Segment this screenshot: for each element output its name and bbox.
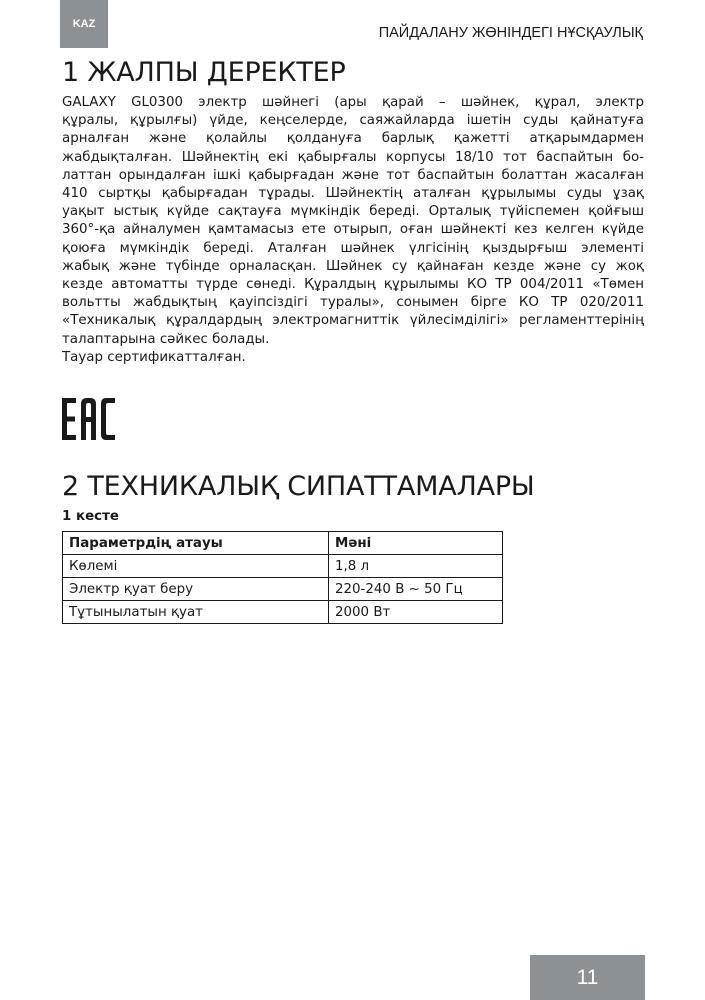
table-header-row: [63, 532, 503, 555]
page-number: 11: [576, 965, 599, 989]
table-row: [63, 601, 503, 624]
body-line: арналған және қолайлы қолдануға барлық қажетті атқарымдармен: [62, 131, 644, 147]
value-cell: 220-240 В ~ 50 Гц: [329, 578, 503, 601]
section-2-title: 2 ТЕХНИКАЛЫҚ СИПАТТАМАЛАРЫ: [62, 471, 535, 502]
body-line: вольтты жабдықтың қауіпсіздігі туралы», сонымен бірге КО ТР 020/2011: [62, 295, 644, 311]
language-tab: [60, 0, 108, 48]
body-line: латтан орындалған ішкі қабырғадан және тот баспайтын болаттан жасалған: [62, 167, 644, 183]
body-line: жабдықталған. Шәйнектің екі қабырғалы корпусы 18/10 тот баспайтын бо-: [62, 149, 644, 165]
body-line: GALAXY GL0300 электр шәйнегі (ары қарай – шәйнек, құрал, электр: [62, 95, 644, 110]
param-cell: Көлемі: [63, 555, 329, 578]
body-line: 360°-қа айналумен қамтамасыз ете отырып, оған шәйнекті кез келген күйде: [62, 222, 644, 238]
body-line: 410 сыртқы қабырғадан тұрады. Шәйнектің аталған құрылымы суды ұзақ: [62, 186, 644, 202]
specs-table: [62, 531, 503, 624]
body-line: уақыт ыстық күйде сақтауға мүмкіндік береді. Орталық түйіспемен қойғыш: [62, 204, 644, 220]
running-header-title: ПАЙДАЛАНУ ЖӨНІНДЕГІ НҰСҚАУЛЫҚ: [378, 25, 643, 41]
header-cell: Параметрдің атауы: [63, 532, 329, 555]
section-1-body: [62, 94, 644, 367]
value-cell: 1,8 л: [329, 555, 503, 578]
page-number-box: [530, 955, 645, 1000]
body-line: кезде автоматты түрде сөнеді. Құралдың құрылымы КО ТР 004/2011 «Төмен: [62, 277, 644, 293]
table-caption: 1 кесте: [62, 509, 119, 524]
eac-mark-logo: [62, 398, 116, 440]
section-1-title: 1 ЖАЛПЫ ДЕРЕКТЕР: [62, 57, 346, 88]
table-row: [63, 555, 503, 578]
body-line: жабық және түбінде орналасқан. Шәйнек су қайнаған кезде және су жоқ: [62, 258, 644, 274]
body-line: Тауар сертификатталған.: [62, 349, 246, 365]
value-cell: 2000 Вт: [329, 601, 503, 624]
param-cell: Тұтынылатын қуат: [63, 601, 329, 624]
body-line: құралы, құрылғы) үйде, кеңселерде, саяжайларда ішетін суды қайнатуға: [62, 113, 644, 129]
body-line: «Техникалық құралдардың электромагниттік үйлесімділігі» регламенттерінің: [62, 313, 644, 329]
body-line: талаптарына сәйкес болады.: [62, 331, 270, 347]
language-code: KAZ: [72, 18, 96, 30]
param-cell: Электр қуат беру: [63, 578, 329, 601]
table-row: [63, 578, 503, 601]
body-line: қоюға мүмкіндік береді. Аталған шәйнек үлгісінің қыздырғыш элементі: [62, 240, 644, 256]
header-cell: Мәні: [329, 532, 503, 555]
